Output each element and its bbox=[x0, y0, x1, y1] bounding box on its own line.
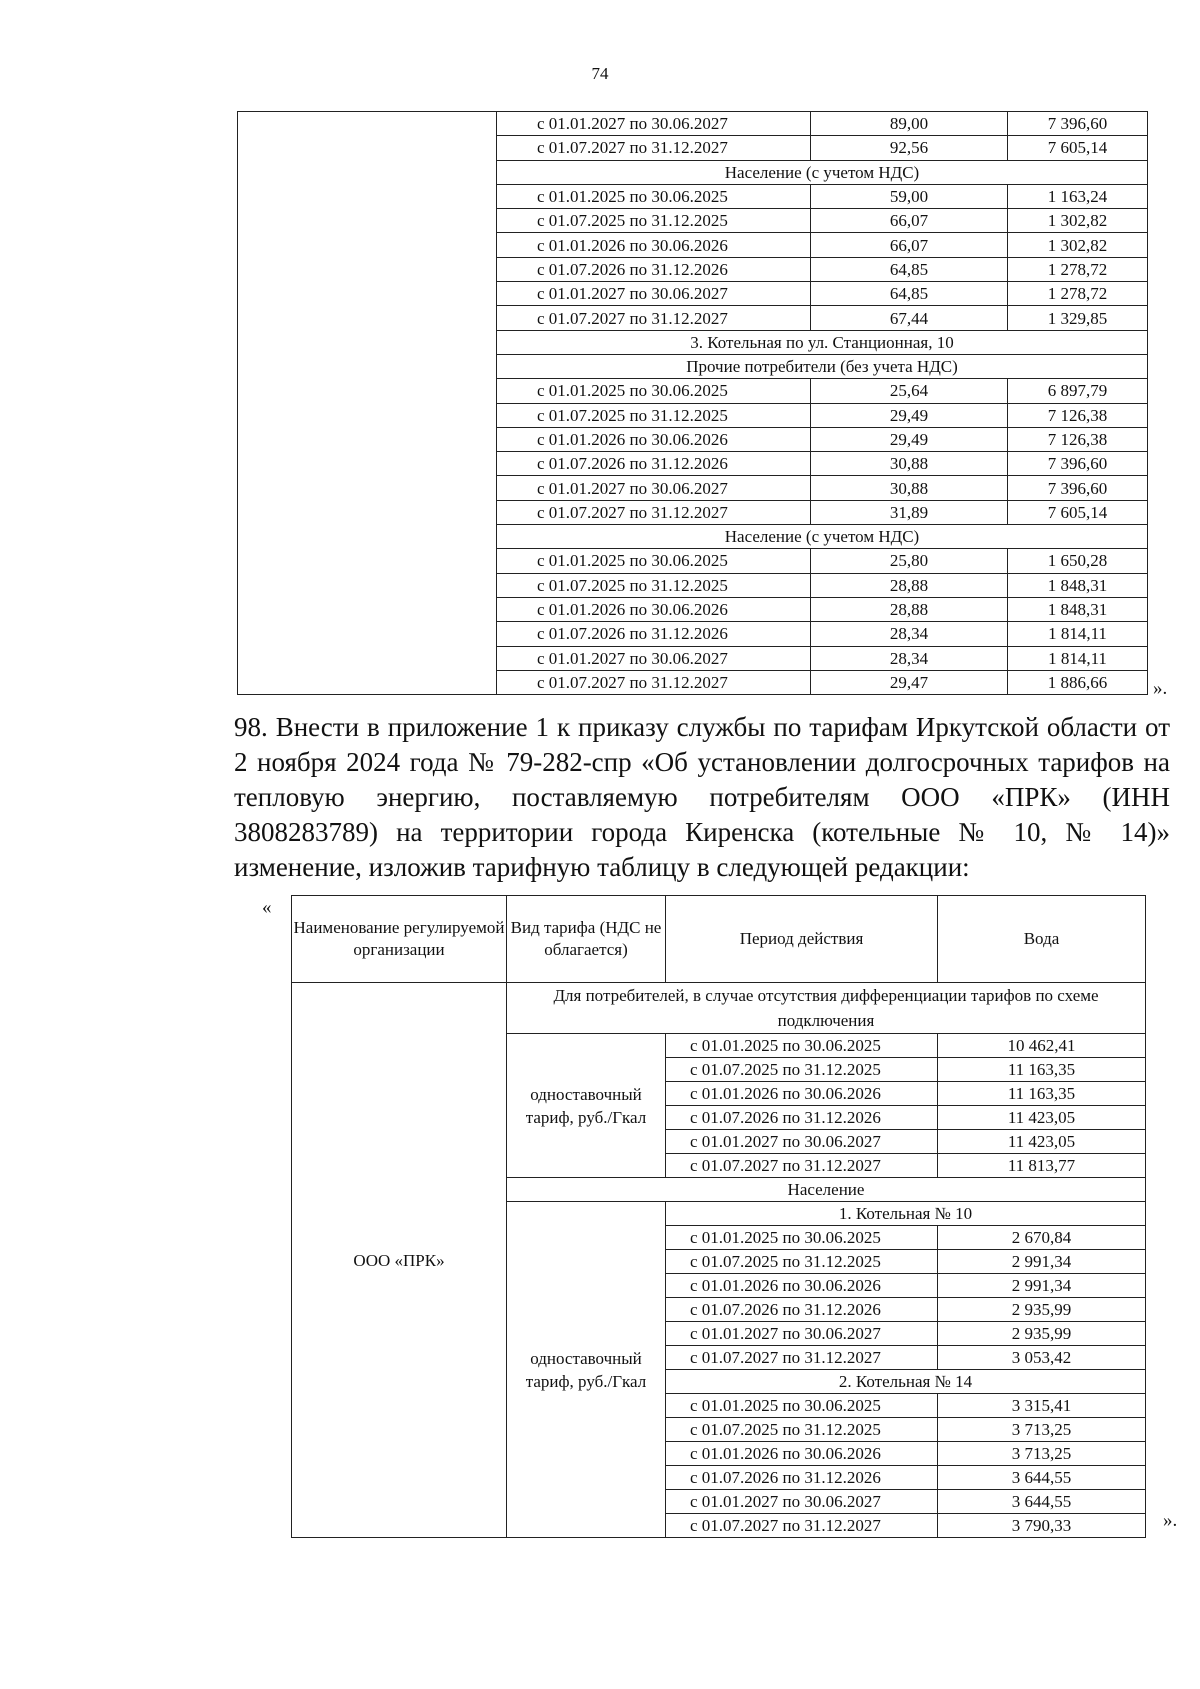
period-cell: с 01.07.2027 по 31.12.2027 bbox=[497, 670, 811, 694]
value-cell: 31,89 bbox=[811, 500, 1008, 524]
value-cell: 30,88 bbox=[811, 452, 1008, 476]
section-title: Население (с учетом НДС) bbox=[497, 160, 1148, 184]
period-cell: с 01.07.2026 по 31.12.2026 bbox=[666, 1298, 938, 1322]
value-cell: 7 605,14 bbox=[1008, 136, 1148, 160]
period-cell: с 01.01.2026 по 30.06.2026 bbox=[666, 1442, 938, 1466]
period-cell: с 01.07.2025 по 31.12.2025 bbox=[666, 1058, 938, 1082]
page-number: 74 bbox=[591, 64, 609, 83]
period-cell: с 01.07.2027 по 31.12.2027 bbox=[497, 136, 811, 160]
tariff-type-cell: одноставочный тариф, руб./Гкал bbox=[507, 1034, 666, 1178]
section-title: 1. Котельная № 10 bbox=[666, 1202, 1146, 1226]
value-cell: 29,49 bbox=[811, 427, 1008, 451]
value-cell: 7 605,14 bbox=[1008, 500, 1148, 524]
value-cell: 2 991,34 bbox=[938, 1250, 1146, 1274]
value-cell: 7 126,38 bbox=[1008, 427, 1148, 451]
tariff-type-cell: одноставочный тариф, руб./Гкал bbox=[507, 1202, 666, 1538]
period-cell: с 01.07.2026 по 31.12.2026 bbox=[666, 1106, 938, 1130]
period-cell: с 01.07.2026 по 31.12.2026 bbox=[497, 622, 811, 646]
section-row bbox=[292, 983, 1146, 1034]
header-org: Наименование регулируемой организации bbox=[292, 896, 507, 983]
header-period: Период действия bbox=[666, 896, 938, 983]
value-cell: 11 813,77 bbox=[938, 1154, 1146, 1178]
table-row bbox=[238, 112, 1148, 136]
value-cell: 1 848,31 bbox=[1008, 597, 1148, 621]
tariff-table-continued bbox=[237, 111, 1148, 695]
period-cell: с 01.01.2026 по 30.06.2026 bbox=[497, 233, 811, 257]
value-cell: 64,85 bbox=[811, 257, 1008, 281]
value-cell: 1 329,85 bbox=[1008, 306, 1148, 330]
value-cell: 28,88 bbox=[811, 573, 1008, 597]
value-cell: 25,80 bbox=[811, 549, 1008, 573]
section-title: 3. Котельная по ул. Станционная, 10 bbox=[497, 330, 1148, 354]
value-cell: 89,00 bbox=[811, 112, 1008, 136]
value-cell: 2 935,99 bbox=[938, 1298, 1146, 1322]
period-cell: с 01.01.2027 по 30.06.2027 bbox=[497, 282, 811, 306]
value-cell: 3 713,25 bbox=[938, 1442, 1146, 1466]
value-cell: 11 163,35 bbox=[938, 1082, 1146, 1106]
value-cell: 11 423,05 bbox=[938, 1106, 1146, 1130]
tariff-table bbox=[291, 895, 1146, 1538]
period-cell: с 01.01.2027 по 30.06.2027 bbox=[497, 476, 811, 500]
value-cell: 67,44 bbox=[811, 306, 1008, 330]
period-cell: с 01.07.2025 по 31.12.2025 bbox=[497, 403, 811, 427]
value-cell: 3 053,42 bbox=[938, 1346, 1146, 1370]
period-cell: с 01.07.2026 по 31.12.2026 bbox=[497, 257, 811, 281]
value-cell: 66,07 bbox=[811, 233, 1008, 257]
period-cell: с 01.07.2027 по 31.12.2027 bbox=[666, 1346, 938, 1370]
value-cell: 59,00 bbox=[811, 184, 1008, 208]
period-cell: с 01.07.2027 по 31.12.2027 bbox=[497, 306, 811, 330]
value-cell: 1 814,11 bbox=[1008, 622, 1148, 646]
section-title: 2. Котельная № 14 bbox=[666, 1370, 1146, 1394]
period-cell: с 01.07.2026 по 31.12.2026 bbox=[666, 1466, 938, 1490]
period-cell: с 01.01.2026 по 30.06.2026 bbox=[666, 1082, 938, 1106]
value-cell: 3 315,41 bbox=[938, 1394, 1146, 1418]
value-cell: 25,64 bbox=[811, 379, 1008, 403]
value-cell: 1 814,11 bbox=[1008, 646, 1148, 670]
period-cell: с 01.07.2027 по 31.12.2027 bbox=[666, 1154, 938, 1178]
period-cell: с 01.01.2027 по 30.06.2027 bbox=[497, 112, 811, 136]
header-tariff-type: Вид тарифа (НДС не облагается) bbox=[507, 896, 666, 983]
value-cell: 64,85 bbox=[811, 282, 1008, 306]
value-cell: 92,56 bbox=[811, 136, 1008, 160]
value-cell: 3 790,33 bbox=[938, 1514, 1146, 1538]
period-cell: с 01.01.2027 по 30.06.2027 bbox=[666, 1130, 938, 1154]
value-cell: 11 163,35 bbox=[938, 1058, 1146, 1082]
org-name-cell: ООО «ПРК» bbox=[292, 983, 507, 1538]
value-cell: 2 991,34 bbox=[938, 1274, 1146, 1298]
value-cell: 10 462,41 bbox=[938, 1034, 1146, 1058]
value-cell: 29,47 bbox=[811, 670, 1008, 694]
period-cell: с 01.01.2025 по 30.06.2025 bbox=[497, 379, 811, 403]
section-title: Для потребителей, в случае отсутствия дифференциации тарифов по схеме подключения bbox=[507, 983, 1146, 1034]
period-cell: с 01.01.2027 по 30.06.2027 bbox=[666, 1490, 938, 1514]
value-cell: 6 897,79 bbox=[1008, 379, 1148, 403]
value-cell: 7 396,60 bbox=[1008, 452, 1148, 476]
value-cell: 7 396,60 bbox=[1008, 476, 1148, 500]
value-cell: 1 886,66 bbox=[1008, 670, 1148, 694]
value-cell: 29,49 bbox=[811, 403, 1008, 427]
period-cell: с 01.01.2025 по 30.06.2025 bbox=[666, 1226, 938, 1250]
value-cell: 1 302,82 bbox=[1008, 233, 1148, 257]
closing-quote: ». bbox=[1163, 1510, 1178, 1531]
period-cell: с 01.01.2025 по 30.06.2025 bbox=[666, 1394, 938, 1418]
period-cell: с 01.07.2026 по 31.12.2026 bbox=[497, 452, 811, 476]
closing-quote: ». bbox=[1153, 678, 1168, 699]
period-cell: с 01.01.2025 по 30.06.2025 bbox=[666, 1034, 938, 1058]
value-cell: 2 935,99 bbox=[938, 1322, 1146, 1346]
period-cell: с 01.01.2025 по 30.06.2025 bbox=[497, 549, 811, 573]
value-cell: 3 644,55 bbox=[938, 1466, 1146, 1490]
period-cell: с 01.01.2026 по 30.06.2026 bbox=[666, 1274, 938, 1298]
value-cell: 28,88 bbox=[811, 597, 1008, 621]
period-cell: с 01.07.2027 по 31.12.2027 bbox=[497, 500, 811, 524]
value-cell: 3 644,55 bbox=[938, 1490, 1146, 1514]
section-title: Население (с учетом НДС) bbox=[497, 525, 1148, 549]
value-cell: 1 650,28 bbox=[1008, 549, 1148, 573]
period-cell: с 01.07.2025 по 31.12.2025 bbox=[497, 573, 811, 597]
opening-quote: « bbox=[262, 897, 272, 918]
value-cell: 1 278,72 bbox=[1008, 282, 1148, 306]
value-cell: 7 396,60 bbox=[1008, 112, 1148, 136]
value-cell: 1 163,24 bbox=[1008, 184, 1148, 208]
value-cell: 28,34 bbox=[811, 622, 1008, 646]
value-cell: 1 278,72 bbox=[1008, 257, 1148, 281]
period-cell: с 01.01.2027 по 30.06.2027 bbox=[497, 646, 811, 670]
period-cell: с 01.01.2026 по 30.06.2026 bbox=[497, 597, 811, 621]
period-cell: с 01.07.2025 по 31.12.2025 bbox=[666, 1250, 938, 1274]
value-cell: 30,88 bbox=[811, 476, 1008, 500]
org-cell bbox=[238, 112, 497, 695]
value-cell: 28,34 bbox=[811, 646, 1008, 670]
amendment-paragraph: 98. Внести в приложение 1 к приказу службы по тарифам Иркутской области от 2 ноября 2024 года № 79-282-спр «Об установлении долгосрочных тарифов на тепловую энергию, поставляемую потребителям ООО «ПРК» (ИНН 3808283789) на территории города Киренска (котельные № 10, № 14)» изменение, изложив тарифную таблицу в следующей редакции: bbox=[234, 712, 1170, 882]
value-cell: 66,07 bbox=[811, 209, 1008, 233]
value-cell: 3 713,25 bbox=[938, 1418, 1146, 1442]
value-cell: 1 302,82 bbox=[1008, 209, 1148, 233]
value-cell: 1 848,31 bbox=[1008, 573, 1148, 597]
value-cell: 11 423,05 bbox=[938, 1130, 1146, 1154]
header-water: Вода bbox=[938, 896, 1146, 983]
period-cell: с 01.01.2025 по 30.06.2025 bbox=[497, 184, 811, 208]
section-title: Прочие потребители (без учета НДС) bbox=[497, 354, 1148, 378]
period-cell: с 01.07.2027 по 31.12.2027 bbox=[666, 1514, 938, 1538]
period-cell: с 01.07.2025 по 31.12.2025 bbox=[497, 209, 811, 233]
header-row bbox=[292, 896, 1146, 983]
value-cell: 2 670,84 bbox=[938, 1226, 1146, 1250]
period-cell: с 01.01.2027 по 30.06.2027 bbox=[666, 1322, 938, 1346]
period-cell: с 01.01.2026 по 30.06.2026 bbox=[497, 427, 811, 451]
value-cell: 7 126,38 bbox=[1008, 403, 1148, 427]
section-title: Население bbox=[507, 1178, 1146, 1202]
period-cell: с 01.07.2025 по 31.12.2025 bbox=[666, 1418, 938, 1442]
